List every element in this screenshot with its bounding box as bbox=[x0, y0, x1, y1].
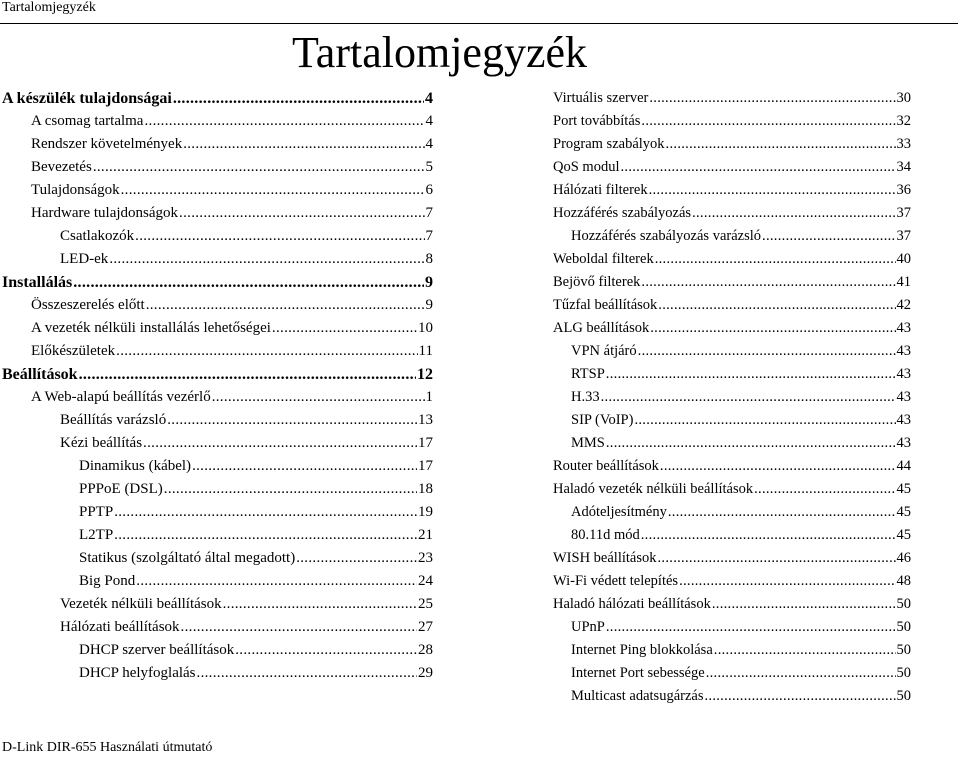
toc-entry[interactable] bbox=[553, 87, 911, 110]
toc-entry-page: 43 bbox=[896, 435, 911, 451]
toc-entry-title: VPN átjáró bbox=[571, 343, 637, 359]
toc-dot-leader bbox=[164, 478, 417, 501]
toc-dot-leader bbox=[762, 225, 895, 248]
toc-dot-leader bbox=[192, 455, 417, 478]
toc-entry-title: UPnP bbox=[571, 619, 605, 635]
toc-entry-title: ALG beállítások bbox=[553, 320, 650, 336]
toc-entry-title: PPPoE (DSL) bbox=[79, 481, 163, 497]
toc-entry-title: Bevezetés bbox=[31, 159, 92, 175]
toc-dot-leader bbox=[649, 87, 895, 110]
toc-entry-title: Hálózati filterek bbox=[553, 182, 648, 198]
toc-entry[interactable] bbox=[2, 317, 433, 340]
toc-dot-leader bbox=[235, 639, 417, 662]
toc-entry[interactable] bbox=[553, 248, 911, 271]
toc-entry-title: A vezeték nélküli installálás lehetőségei bbox=[31, 320, 271, 336]
toc-entry-page: 46 bbox=[896, 550, 911, 566]
toc-entry-title: Beállítás varázsló bbox=[60, 412, 167, 428]
toc-entry-page: 50 bbox=[896, 642, 911, 658]
toc-entry[interactable] bbox=[2, 570, 433, 593]
toc-entry-title: Dinamikus (kábel) bbox=[79, 458, 192, 474]
toc-entry-page: 21 bbox=[418, 527, 433, 543]
page-footer: D-Link DIR-655 Használati útmutató bbox=[2, 740, 213, 755]
toc-entry[interactable] bbox=[2, 616, 433, 639]
toc-dot-leader bbox=[634, 409, 895, 432]
toc-entry-page: 37 bbox=[896, 228, 911, 244]
toc-entry-title: QoS modul bbox=[553, 159, 620, 175]
toc-entry[interactable] bbox=[553, 386, 911, 409]
toc-entry-page: 29 bbox=[418, 665, 433, 681]
toc-entry-page: 34 bbox=[896, 159, 911, 175]
toc-entry-title: Haladó vezeték nélküli beállítások bbox=[553, 481, 754, 497]
toc-entry-title: 80.11d mód bbox=[571, 527, 640, 543]
toc-entry[interactable] bbox=[2, 225, 433, 248]
toc-dot-leader bbox=[638, 340, 896, 363]
toc-dot-leader bbox=[116, 340, 417, 363]
toc-entry-title: Vezeték nélküli beállítások bbox=[60, 596, 222, 612]
toc-entry-page: 37 bbox=[896, 205, 911, 221]
toc-entry[interactable] bbox=[2, 478, 433, 501]
toc-entry[interactable] bbox=[2, 662, 433, 685]
toc-entry[interactable] bbox=[2, 432, 433, 455]
toc-entry-page: 40 bbox=[896, 251, 911, 267]
toc-dot-leader bbox=[183, 133, 424, 156]
toc-dot-leader bbox=[93, 156, 425, 179]
toc-dot-leader bbox=[666, 133, 896, 156]
toc-entry-page: 43 bbox=[896, 389, 911, 405]
toc-entry-title: Port továbbítás bbox=[553, 113, 641, 129]
toc-dot-leader bbox=[114, 524, 417, 547]
toc-dot-leader bbox=[109, 248, 424, 271]
toc-entry[interactable] bbox=[553, 110, 911, 133]
toc-entry-title: A készülék tulajdonságai bbox=[2, 90, 172, 107]
toc-entry[interactable] bbox=[553, 340, 911, 363]
toc-entry-page: 27 bbox=[418, 619, 433, 635]
toc-entry-page: 43 bbox=[896, 366, 911, 382]
toc-entry-page: 18 bbox=[418, 481, 433, 497]
toc-entry-title: Hálózati beállítások bbox=[60, 619, 180, 635]
toc-entry[interactable] bbox=[2, 363, 433, 386]
toc-dot-leader bbox=[173, 87, 424, 110]
toc-entry-page: 24 bbox=[418, 573, 433, 589]
toc-entry-page: 45 bbox=[896, 504, 911, 520]
toc-entry[interactable] bbox=[553, 455, 911, 478]
toc-dot-leader bbox=[754, 478, 895, 501]
toc-entry[interactable] bbox=[553, 133, 911, 156]
toc-entry[interactable] bbox=[2, 294, 433, 317]
toc-entry-page: 9 bbox=[425, 297, 433, 313]
toc-dot-leader bbox=[712, 593, 896, 616]
toc-entry-title: Statikus (szolgáltató által megadott) bbox=[79, 550, 296, 566]
toc-dot-leader bbox=[692, 202, 895, 225]
toc-entry[interactable] bbox=[2, 501, 433, 524]
toc-entry-title: Összeszerelés előtt bbox=[31, 297, 145, 313]
toc-entry[interactable] bbox=[2, 593, 433, 616]
toc-entry-title: Virtuális szerver bbox=[553, 90, 649, 106]
toc-entry[interactable] bbox=[2, 110, 433, 133]
toc-entry[interactable] bbox=[2, 87, 433, 110]
toc-dot-leader bbox=[641, 524, 896, 547]
toc-entry-page: 9 bbox=[425, 274, 433, 291]
toc-left-column bbox=[2, 87, 433, 685]
toc-dot-leader bbox=[143, 432, 417, 455]
toc-entry-title: DHCP szerver beállítások bbox=[79, 642, 235, 658]
toc-dot-leader bbox=[620, 156, 895, 179]
toc-entry-page: 48 bbox=[896, 573, 911, 589]
toc-entry[interactable] bbox=[553, 202, 911, 225]
toc-entry-title: Kézi beállítás bbox=[60, 435, 143, 451]
toc-dot-leader bbox=[296, 547, 417, 570]
toc-entry-title: Előkészületek bbox=[31, 343, 116, 359]
toc-entry-title: Internet Ping blokkolása bbox=[571, 642, 713, 658]
toc-entry-page: 36 bbox=[896, 182, 911, 198]
toc-entry-page: 50 bbox=[896, 619, 911, 635]
toc-entry-page: 28 bbox=[418, 642, 433, 658]
toc-entry[interactable] bbox=[553, 570, 911, 593]
toc-dot-leader bbox=[146, 294, 425, 317]
toc-entry-page: 30 bbox=[896, 90, 911, 106]
toc-entry[interactable] bbox=[553, 662, 911, 685]
toc-entry-title: PPTP bbox=[79, 504, 114, 520]
toc-entry[interactable] bbox=[2, 202, 433, 225]
toc-dot-leader bbox=[121, 179, 425, 202]
toc-entry[interactable] bbox=[2, 156, 433, 179]
toc-entry-page: 50 bbox=[896, 665, 911, 681]
toc-entry[interactable] bbox=[553, 409, 911, 432]
toc-entry[interactable] bbox=[2, 524, 433, 547]
toc-entry[interactable] bbox=[553, 616, 911, 639]
toc-entry-title: WISH beállítások bbox=[553, 550, 657, 566]
toc-dot-leader bbox=[679, 570, 895, 593]
toc-dot-leader bbox=[668, 501, 896, 524]
toc-entry[interactable] bbox=[553, 317, 911, 340]
toc-entry-title: MMS bbox=[571, 435, 605, 451]
toc-entry[interactable] bbox=[2, 133, 433, 156]
toc-entry-page: 4 bbox=[425, 136, 433, 152]
toc-entry-title: A csomag tartalma bbox=[31, 113, 144, 129]
toc-entry[interactable] bbox=[2, 271, 433, 294]
toc-entry-title: Tulajdonságok bbox=[31, 182, 120, 198]
toc-entry-page: 19 bbox=[418, 504, 433, 520]
toc-entry-title: SIP (VoIP) bbox=[571, 412, 634, 428]
toc-entry-page: 43 bbox=[896, 343, 911, 359]
toc-entry-page: 44 bbox=[896, 458, 911, 474]
toc-dot-leader bbox=[658, 547, 896, 570]
toc-entry-page: 6 bbox=[425, 182, 433, 198]
toc-dot-leader bbox=[212, 386, 425, 409]
toc-entry-title: Hardware tulajdonságok bbox=[31, 205, 179, 221]
toc-entry[interactable] bbox=[553, 156, 911, 179]
toc-entry-title: Router beállítások bbox=[553, 458, 659, 474]
toc-entry-page: 1 bbox=[425, 389, 433, 405]
toc-dot-leader bbox=[114, 501, 417, 524]
toc-entry[interactable] bbox=[553, 179, 911, 202]
toc-entry-page: 8 bbox=[425, 251, 433, 267]
toc-entry-page: 7 bbox=[425, 205, 433, 221]
toc-dot-leader bbox=[704, 685, 895, 708]
toc-dot-leader bbox=[606, 363, 896, 386]
toc-entry-title: Tűzfal beállítások bbox=[553, 297, 658, 313]
toc-entry-title: L2TP bbox=[79, 527, 114, 543]
toc-entry[interactable] bbox=[2, 248, 433, 271]
toc-entry-title: Haladó hálózati beállítások bbox=[553, 596, 711, 612]
toc-entry-title: Hozzáférés szabályozás varázsló bbox=[571, 228, 762, 244]
toc-entry-title: Rendszer követelmények bbox=[31, 136, 183, 152]
toc-dot-leader bbox=[601, 386, 896, 409]
toc-entry-page: 43 bbox=[896, 412, 911, 428]
toc-entry-page: 13 bbox=[418, 412, 433, 428]
toc-entry-title: Internet Port sebessége bbox=[571, 665, 705, 681]
toc-entry-page: 45 bbox=[896, 481, 911, 497]
toc-entry[interactable] bbox=[553, 524, 911, 547]
toc-dot-leader bbox=[714, 639, 896, 662]
toc-dot-leader bbox=[167, 409, 417, 432]
toc-entry[interactable] bbox=[553, 639, 911, 662]
toc-dot-leader bbox=[658, 294, 895, 317]
toc-dot-leader bbox=[179, 202, 424, 225]
toc-entry-title: Wi-Fi védett telepítés bbox=[553, 573, 679, 589]
toc-dot-leader bbox=[641, 271, 895, 294]
toc-dot-leader bbox=[660, 455, 896, 478]
toc-entry-page: 5 bbox=[425, 159, 433, 175]
toc-dot-leader bbox=[79, 363, 416, 386]
toc-dot-leader bbox=[135, 225, 424, 248]
toc-entry-page: 41 bbox=[896, 274, 911, 290]
toc-dot-leader bbox=[144, 110, 424, 133]
toc-entry[interactable] bbox=[553, 547, 911, 570]
toc-dot-leader bbox=[655, 248, 896, 271]
toc-entry[interactable] bbox=[2, 386, 433, 409]
running-header: Tartalomjegyzék bbox=[2, 0, 96, 15]
toc-entry-title: Hozzáférés szabályozás bbox=[553, 205, 692, 221]
toc-entry[interactable] bbox=[553, 501, 911, 524]
toc-entry-title: Bejövő filterek bbox=[553, 274, 641, 290]
toc-entry-page: 32 bbox=[896, 113, 911, 129]
toc-entry[interactable] bbox=[553, 432, 911, 455]
toc-entry[interactable] bbox=[553, 478, 911, 501]
toc-entry-title: Beállítások bbox=[2, 366, 78, 383]
toc-entry[interactable] bbox=[2, 455, 433, 478]
toc-dot-leader bbox=[641, 110, 895, 133]
toc-entry-title: Weboldal filterek bbox=[553, 251, 654, 267]
toc-entry-page: 23 bbox=[418, 550, 433, 566]
toc-entry-page: 25 bbox=[418, 596, 433, 612]
toc-entry[interactable] bbox=[2, 409, 433, 432]
toc-entry[interactable] bbox=[2, 179, 433, 202]
header-divider bbox=[0, 23, 958, 24]
toc-dot-leader bbox=[136, 570, 417, 593]
toc-entry-title: Program szabályok bbox=[553, 136, 665, 152]
toc-entry-title: DHCP helyfoglalás bbox=[79, 665, 196, 681]
toc-entry-page: 42 bbox=[896, 297, 911, 313]
toc-entry[interactable] bbox=[2, 639, 433, 662]
toc-entry-page: 12 bbox=[417, 366, 433, 383]
toc-entry-page: 4 bbox=[425, 90, 433, 107]
toc-entry-page: 43 bbox=[896, 320, 911, 336]
toc-entry-page: 7 bbox=[425, 228, 433, 244]
toc-entry-page: 17 bbox=[418, 435, 433, 451]
toc-entry-title: H.33 bbox=[571, 389, 600, 405]
toc-entry-title: Adóteljesítmény bbox=[571, 504, 667, 520]
toc-entry-title: Installálás bbox=[2, 274, 73, 291]
toc-dot-leader bbox=[650, 317, 895, 340]
toc-entry-page: 45 bbox=[896, 527, 911, 543]
toc-entry-page: 17 bbox=[418, 458, 433, 474]
toc-dot-leader bbox=[73, 271, 424, 294]
toc-entry-title: Big Pond bbox=[79, 573, 136, 589]
toc-dot-leader bbox=[272, 317, 417, 340]
toc-entry-page: 4 bbox=[425, 113, 433, 129]
toc-entry-page: 33 bbox=[896, 136, 911, 152]
toc-entry-page: 10 bbox=[418, 320, 433, 336]
toc-entry-title: RTSP bbox=[571, 366, 605, 382]
toc-entry-title: Csatlakozók bbox=[60, 228, 135, 244]
toc-dot-leader bbox=[181, 616, 417, 639]
toc-entry-title: A Web-alapú beállítás vezérlő bbox=[31, 389, 211, 405]
toc-entry[interactable] bbox=[2, 340, 433, 363]
toc-entry[interactable] bbox=[553, 294, 911, 317]
toc-entry[interactable] bbox=[553, 271, 911, 294]
toc-entry[interactable] bbox=[553, 225, 911, 248]
toc-entry-page: 50 bbox=[896, 596, 911, 612]
toc-entry[interactable] bbox=[553, 593, 911, 616]
toc-dot-leader bbox=[649, 179, 896, 202]
page-title: Tartalomjegyzék bbox=[292, 28, 588, 77]
toc-entry-page: 11 bbox=[418, 343, 433, 359]
toc-dot-leader bbox=[223, 593, 417, 616]
toc-dot-leader bbox=[706, 662, 896, 685]
toc-entry[interactable] bbox=[553, 363, 911, 386]
toc-right-column bbox=[553, 87, 911, 708]
toc-entry-title: Multicast adatsugárzás bbox=[571, 688, 704, 704]
toc-entry[interactable] bbox=[2, 547, 433, 570]
toc-entry[interactable] bbox=[553, 685, 911, 708]
toc-entry-page: 50 bbox=[896, 688, 911, 704]
toc-entry-title: LED-ek bbox=[60, 251, 109, 267]
toc-dot-leader bbox=[197, 662, 417, 685]
toc-dot-leader bbox=[606, 616, 896, 639]
toc-dot-leader bbox=[606, 432, 896, 455]
